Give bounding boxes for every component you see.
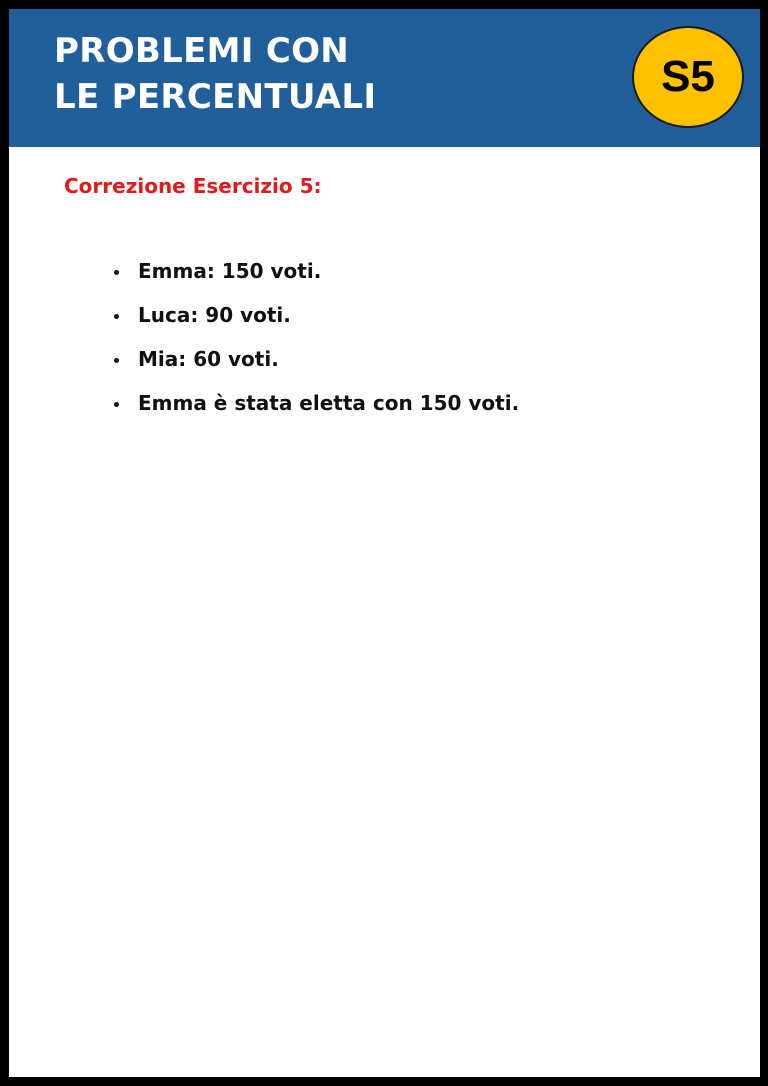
list-item — [109, 301, 519, 345]
answer-text: Luca: 90 voti. — [138, 303, 291, 327]
bullet-icon — [114, 358, 119, 363]
answer-list — [109, 257, 519, 433]
worksheet-page — [9, 9, 760, 1077]
section-title: Correzione Esercizio 5: — [64, 174, 322, 198]
bullet-icon — [114, 270, 119, 275]
list-item — [109, 345, 519, 389]
bullet-icon — [114, 402, 119, 407]
list-item — [109, 257, 519, 301]
page-title — [54, 28, 376, 120]
header-banner — [9, 9, 760, 147]
title-line-1: PROBLEMI CON — [54, 31, 350, 71]
answer-text: Emma: 150 voti. — [138, 259, 322, 283]
bullet-icon — [114, 314, 119, 319]
list-item — [109, 389, 519, 433]
answer-text: Mia: 60 voti. — [138, 347, 279, 371]
title-line-2: LE PERCENTUALI — [54, 77, 377, 117]
answer-text: Emma è stata eletta con 150 voti. — [138, 391, 520, 415]
sheet-badge: S5 — [632, 26, 744, 128]
